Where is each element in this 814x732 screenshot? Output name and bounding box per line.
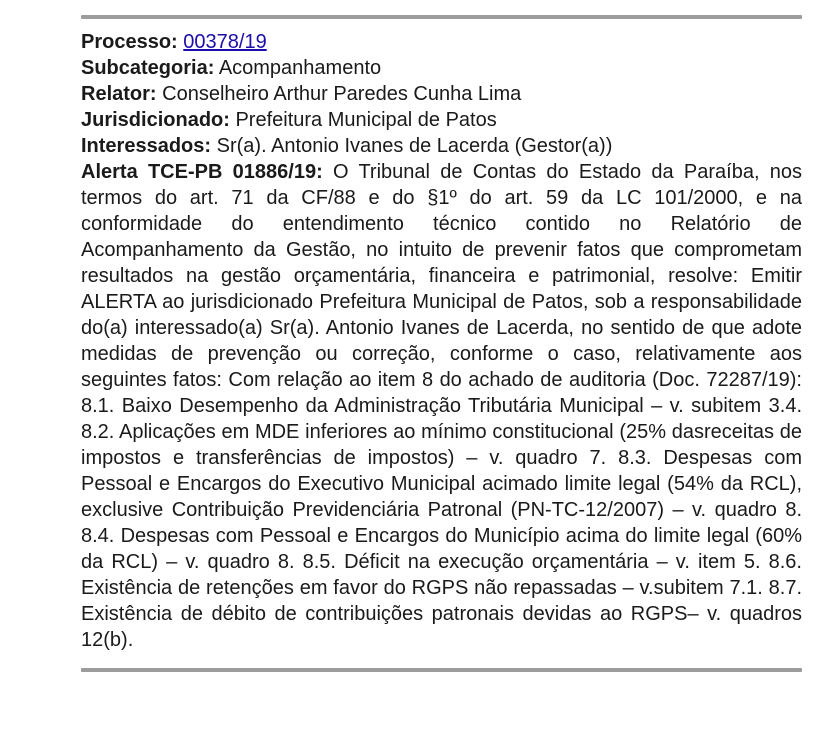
interessados-label: Interessados: [81, 135, 212, 157]
relator-label: Relator: [81, 83, 157, 105]
relator-row [81, 81, 802, 107]
processo-link[interactable]: 00378/19 [183, 31, 267, 53]
interessados-value: Sr(a). Antonio Ivanes de Lacerda (Gestor(a)) [216, 135, 613, 157]
alerta-paragraph [81, 159, 802, 653]
alerta-label: Alerta TCE-PB 01886/19: [81, 161, 323, 183]
bottom-divider [81, 668, 802, 672]
processo-row [81, 29, 802, 55]
subcategoria-label: Subcategoria: [81, 57, 215, 79]
relator-value: Conselheiro Arthur Paredes Cunha Lima [162, 83, 522, 105]
processo-label: Processo: [81, 31, 178, 53]
subcategoria-value: Acompanhamento [218, 57, 382, 79]
subcategoria-row [81, 55, 802, 81]
document [81, 15, 802, 672]
top-divider [81, 15, 802, 19]
interessados-row [81, 133, 802, 159]
jurisdicionado-row [81, 107, 802, 133]
alerta-text: O Tribunal de Contas do Estado da Paraíba, nos termos do art. 71 da CF/88 e do §1º do art. 59 da LC 101/2000, e na conformidade do entendimento técnico contido no Relatório de Acompanhamento da Gestão, no intuito de prevenir fatos que comprometam resultados na gestão orçamentária, financeira e patrimonial, resolve: Emitir ALERTA ao jurisdicionado Prefeitura Municipal de Patos, sob a responsabilidade do(a) interessado(a) Sr(a). Antonio Ivanes de Lacerda, no sentido de que adote medidas de prevenção ou correção, conforme o caso, relativamente aos seguintes fatos: Com relação ao item 8 do achado de auditoria (Doc. 72287/19): 8.1. Baixo Desempenho da Administração Tributária Municipal – v. subitem 3.4. 8.2. Aplicações em MDE inferiores ao mínimo constitucional (25% dasreceitas de impostos e transferências de impostos) – v. quadro 7. 8.3. Despesas com Pessoal e Encargos do Executivo Municipal acimado limite legal (54% da RCL), exclusive Contribuição Previdenciária Patronal (PN-TC-12/2007) – v. quadro 8. 8.4. Despesas com Pessoal e Encargos do Município acima do limite legal (60% da RCL) – v. quadro 8. 8.5. Déficit na execução orçamentária – v. item 5. 8.6. Existência de retenções em favor do RGPS não repassadas – v.subitem 7.1. 8.7. Existência de débito de contribuições patronais devidas ao RGPS– v. quadros 12(b). [81, 161, 803, 651]
jurisdicionado-label: Jurisdicionado: [81, 109, 230, 131]
jurisdicionado-value: Prefeitura Municipal de Patos [235, 109, 497, 131]
